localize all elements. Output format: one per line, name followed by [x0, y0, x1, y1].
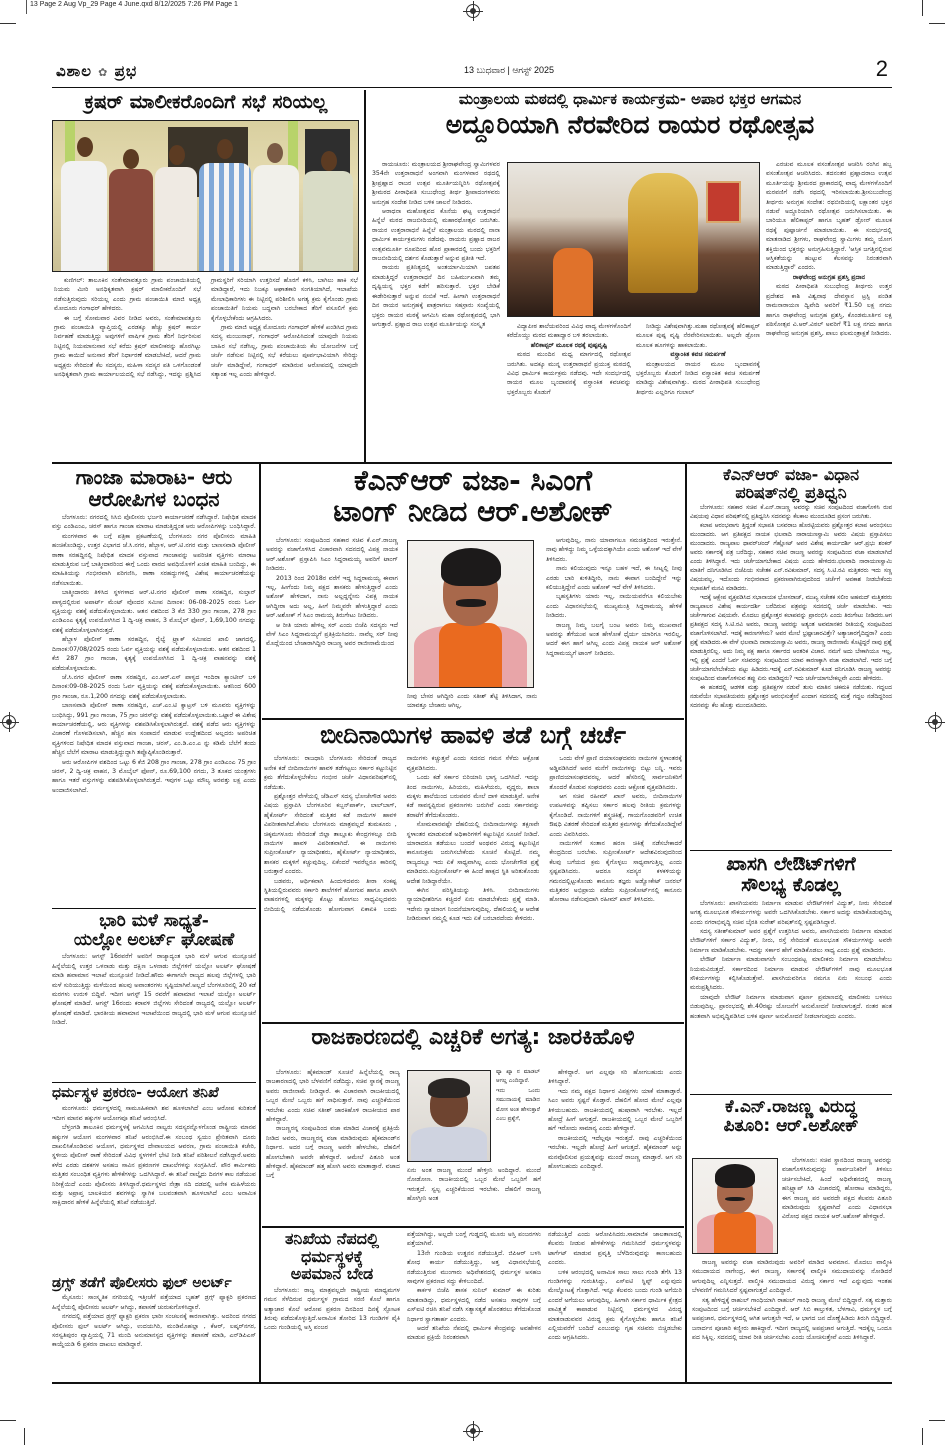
paragraph: ಬೆಳ್ತಂಗಡಿ ತಾಲೂಕಿನ ಧರ್ಮಸ್ಥಳಕ್ಕೆ ಆಗಮಿಸಿದ ನಾಲ್ವರು ಸದಸ್ಯರನ್ನೊಳಗೊಂಡ ರಾಷ್ಟ್ರೀಯ ಮಾನವ ಹಕ್ಕುಗಳ ಆಯೋಗ ಮಂಗಳವಾರ ತನಿಖೆ ಆರಂಭಿಸಿದೆ.ಈ ಸಂಬಂಧ ಸ್ವಯಂ ಪ್ರೇರಿತವಾಗಿ ದೂರು ದಾಖಲಿಸಿಕೊಂಡಿರುವ ಆಯೋಗ, ಧರ್ಮಸ್ಥಳದ ದೇವಾಲಯದ ಆವರಣ, ಗ್ರಾಮ ಪಂಚಾಯಿತಿ ಕಚೇರಿ, ಸ್ಥಳೀಯ ಪೊಲೀಸ್ ಠಾಣೆ ಸೇರಿದಂತೆ ವಿವಿಧ ಸ್ಥಳಗಳಿಗೆ ಭೇಟಿ ನೀಡಿ ತನಿಖೆ ಪರಿಶೀಲನೆ ನಡೆಸಿದ್ದಾರೆ.ಅವರು ಕಳೆದ ಎರಡು ದಶಕಗಳ ಅಸಹಜ ಸಾವಿನ ಪ್ರಕರಣಗಳ ದಾಖಲೆಗಳನ್ನು ಸಂಗ್ರಹಿಸಿದೆ. ಪೌರ ಕಾರ್ಮಿಕರು ಮತ್ತಿತರ ಸಂಬಂಧಿತ ವ್ಯಕ್ತಿಗಳು ಹೇಳಿಕೆಗಳನ್ನು ಒದಗಿಸಿದ್ದಾರೆ. ಈ ತನಿಖೆ ನಾಲ್ಕೈದು ದಿನಗಳ ಕಾಲ ನಡೆಯುವ ನಿರೀಕ್ಷೆಯಿದೆ ಎಂದು ಪೊಲೀಸರು ತಿಳಿಸಿದ್ದಾರೆ.ಧರ್ಮಸ್ಥಳದ ನೇತ್ರಾ ನದಿ ದಡದಲ್ಲಿ ಅನೇಕ ಮಹಿಳೆಯರು ಮತ್ತು ಅಪ್ರಾಪ್ತ ಬಾಲಕಿಯರ ಶವಗಳನ್ನು ಸ್ವಾಗಿಕ ಬಲವಂತವಾಗಿ ಹೂಳಲಾಗಿದೆ ಎಂಬ ಅನಾಮಿಕ ಸಾಕ್ಷಿದಾರನ ಹೇಳಿಕೆ ಹಿನ್ನೆಲೆಯಲ್ಲಿ ತನಿಖೆ ನಡೆಯುತ್ತಿದೆ.	[52, 1124, 256, 1207]
moustache	[456, 599, 486, 606]
photo-satish-jarkiholi	[407, 1070, 491, 1162]
photo-r-ashok-small	[692, 1158, 778, 1254]
paragraph: ಬಾತ್ಮೀದಾರರು ತಿಳಿಸಿದ ಸ್ಥಳಗಳಾದ ಆರ್.ಟಿ.ನಗರ ಪೊಲೀಸ್ ಠಾಣಾ ಸರಹದ್ದಿನ, ಸುಲ್ತಾನ್ ಪಾಳ್ಯದಲ್ಲಿರುವ ಅಪಾರ್ಟ್ ಮೆಂಟ್ ವೊಂದರ ಸಮೀಪ ದಿನಾಂಕ: 06-08-2025 ರಂದು ಓರ್ವ ವ್ಯಕ್ತಿಯನ್ನು ವಶಕ್ಕೆ ಪಡೆದುಕೊಳ್ಳಲಾಯಿತು. ಆತನ ವಶದಿಂದ 3 ಕೆಜಿ 330 ಗ್ರಾಂ ಗಾಂಜಾ, 278 ಗ್ರಾಂ ಎಂಡಿಎಂಎ ಕೃತ್ಯಕ್ಕೆ ಉಪಯೋಗಿಸಿದ 1 ದ್ವಿ-ಚಕ್ರ ವಾಹನ, 3 ಮೊಬೈಲ್ ಫೋನ್, 1,69,100 ನಗದನ್ನು ವಶಕ್ಕೆ ಪಡೆದುಕೊಳ್ಳಲಾಗಿರುತ್ತದೆ.	[52, 589, 256, 634]
paragraph: ಆಗ ಸಚಿವ ರಹೀಮ್ ಖಾನ್ ಅವರು, ಬೀದಿನಾಯಿಗಳ ಉಪಟಳವನ್ನು ತಪ್ಪಿಸಲು ಸರ್ಕಾರ ಹಲವು ರೀತಿಯ ಕ್ರಮಗಳನ್ನು ಕೈಗೊಂಡಿದೆ. ನಾಯಿಗಳಿಗೆ ಶಸ್ತ್ರಚಿಕಿತ್ಸೆ, ಗಾಯಗೊಂಡವರಿಗೆ ಉಚಿತ ಔಷಧಿ ವಿತರಣೆ ಸೇರಿದಂತೆ ಮತ್ತಿತರ ಕ್ರಮಗಳನ್ನು ತೆಗೆದುಕೊಂಡಿದ್ದೇವೆ ಎಂದು ವಿವರಿಸಿದರು.	[549, 793, 682, 838]
paragraph: ಮಂಗಳವಾರ ಈ ಬಗ್ಗೆ ಪತ್ರಿಕಾ ಪ್ರಕಟಣೆಯಲ್ಲಿ ಬೆಂಗಳೂರು ನಗರ ಪೊಲೀಸರು ಮಾಹಿತಿ ಹಂಚಿಕೊಂಡಿದ್ದು, ಉತ್ತರ ವಿಭಾಗದ ಜೆ.ಸಿ.ನಗರ, ಹೆಬ್ಬಾಳ, ಆರ್.ಟಿ.ನಗರ ಮತ್ತು ಬಾಣಸವಾಡಿ ಪೊಲೀಸ್ ಠಾಣಾ ಸರಹದ್ದಿನಲ್ಲಿ ನಿಷೇಧಿತ ಮಾದಕ ವಸ್ತುವಾದ ಗಾಂಜಾವನ್ನು ಅಪರಿಚಿತ ವ್ಯಕ್ತಿಗಳು ಮಾರಾಟ ಮಾಡುತ್ತಿರುವ ಬಗ್ಗೆ ಬಾತ್ಮೀದಾರರಿಂದ ಈಗ್ಗೆ ಒಂದು ವಾರದ ಅವಧಿಯೊಳಗೆ ಖಚಿತ ಮಾಹಿತಿ ಬಂದಿದ್ದು, ಈ ಮಾಹಿತಿಯನ್ನು ಗಂಭೀರವಾಗಿ ಪರಿಗಣಿಸಿ, ಠಾಣಾ ಸರಹದ್ದುಗಳಲ್ಲಿ ವಿಶೇಷ ಕಾರ್ಯಾಚರಣೆಯನ್ನು ನಡೆಸಲಾಯಿತು.	[52, 532, 256, 587]
jarkiholi-col3	[548, 1068, 682, 1214]
registration-mark-icon	[928, 715, 942, 729]
column-divider	[259, 464, 261, 1382]
person-head	[77, 137, 93, 157]
paragraph: ಜೆ.ಸಿ.ನಗರ ಪೊಲೀಸ್ ಠಾಣಾ ಸರಹದ್ದಿನ, ಎಂ.ಆರ್.ಎಸ್ ಪಾಳ್ಯದ ಇಂದಿರಾ ಕ್ಯಾಂಟೀನ್ ಬಳಿ ದಿನಾಂಕ:09-08-2025 ರಂದು ಓರ್ವ ವ್ಯಕ್ತಿಯನ್ನು ವಶಕ್ಕೆ ಪಡೆದುಕೊಳ್ಳಲಾಯಿತು. ಆತನಿಂದ 600 ಗ್ರಾಂ ಗಾಂಜಾ, ರೂ.1,200 ನಗದನ್ನು ವಶಕ್ಕೆ ಪಡೆದುಕೊಳ್ಳಲಾಯಿತು.	[52, 673, 256, 700]
subheading: ರಾಘವೇಂದ್ರ ಅನುಗ್ರಹ ಪ್ರಶಸ್ತಿ ಪ್ರದಾನ	[792, 273, 866, 281]
paragraph: ನಾಯಿಗಳಿಗೆ ಸಂತಾನ ಹರಣ ಚಿಕಿತ್ಸೆ ನಡೆಸಬೇಕಾದರೆ ಕೇಂದ್ರದಿಂದ ಬರಬೇಕು. ಸುಪ್ರೀಂಕೋರ್ಟ್ ಆದೇಶವಿರುವುದರಿಂದ ಕೆಲವು ಬಗೆಯದ ಕ್ರಮ ಕೈಗೊಳ್ಳಲು ಸಾಧ್ಯವಾಗುತ್ತಿಲ್ಲ ಎಂದು ಸ್ಪಷ್ಟಪಡಿಸಿದರು. ಆದರೂ ಸದಸ್ಯರ ಕಳಕಳಿಯನ್ನು ಗಮನದಲ್ಲಿಟ್ಟುಕೊಂಡು ಕಾನೂನು ತಜ್ಞರು ಅಡ್ವೋಕೇಟ್ ಜನರಲ್ ಮತ್ತಿತರರ ಅಭಿಪ್ರಾಯ ಪಡೆದು ಸುಪ್ರೀಂಕೋರ್ಟ್‌ನಲ್ಲಿ ಕಾನೂನು ಹೋರಾಟ ನಡೆಸುವುದಾಗಿ ರಹೀಮ್ ಖಾನ್ ತಿಳಿಸಿದರು.	[549, 840, 682, 904]
article-jarkiholi-heading	[262, 1026, 684, 1062]
photo-caption: ನೀವು ಬೇಸರ ಆಗಿದ್ದೀರಿ ಎಂದು ಸತೀಶ್ ಶೆಟ್ಟಿ ತಿಳಿಸಿದಾಗ, ನಾನು ಯಾವತ್ತೂ ಬೇಜಾರು ಆಗಿಲ್ಲ,	[407, 693, 537, 709]
headline: ಅದ್ದೂರಿಯಾಗಿ ನೆರವೇರಿದ ರಾಯರ ರಥೋತ್ಸವ	[445, 110, 815, 139]
paragraph: ವ್ಯಾ ಖ್ಯಾ ನ ಮಾಡಲ್ ಆಗಲ್ಲ ಎಂದಿದ್ದಾರೆ.	[496, 1069, 540, 1085]
article-knr-cm-heading	[264, 466, 682, 530]
paragraph: ಯಾವುದೇ ಲೇಔಟ್ ನಿರ್ಮಾಣ ಮಾಡುವಾಗ ಪೂರ್ಣ ಪ್ರಮಾಣದಲ್ಲಿ ಮಾಲೀಕರು ಬಳಸಲು ಬಿಡುವುದಿಲ್ಲ. ಪ್ರಾರಂಭದಲ್ಲಿ ಶೇ.40ರಷ್ಟು ಯೋಜನೆಗೆ ಅನುಮೋದನೆ ನೀಡಲಾಗುತ್ತದೆ. ನಂತರ ಹಂತ ಹಂತವಾಗಿ ಅಭಿವೃದ್ಧಿಪಡಿಸಿದ ಬಳಿಕ ಪೂರ್ಣ ಅನುಮೋದನೆ ನೀಡಲಾಗುವುದು ಎಂದರು.	[690, 993, 892, 1020]
paragraph: ಈ ಹಂತದಲ್ಲಿ ಆಡಳಿತ ಮತ್ತು ಪ್ರತಿಪಕ್ಷಗಳ ನಡುವೆ ತುಸು ಮಾತಿನ ಚಕಮಕಿ ನಡೆಯಿತು. ಗದ್ದಲದ ನಡುವೆಯೇ ಸಭಾಪತಿಯವರು ಪ್ರಶ್ನೋತ್ತರ ಆರಂಭಿಸುತ್ತೇನೆ ಎಂದಾಗ ಸದನದಲ್ಲಿ ಮತ್ತೆ ಗದ್ದಲ ನಡೆದಿದ್ದರಿಂದ ಸದನವನ್ನು ಕೆಲ ಹೊತ್ತು ಮುಂದೂಡಿದರು.	[690, 685, 892, 710]
banner	[706, 181, 741, 223]
conspiracy-body	[692, 1258, 892, 1380]
crop-mark	[24, 1428, 25, 1445]
jarkiholi-col2-bottom	[407, 1166, 541, 1214]
paragraph: ಬಾಣಸವಾಡಿ ಪೊಲೀಸ್ ಠಾಣಾ ಸರಹದ್ದಿನ, ಎಚ್.ಎಂ.ಟಿ ಕ್ವಾಟ್ರಸ್ ಬಳಿ ಮೂವರು ವ್ಯಕ್ತಿಗಳನ್ನು ಬಂಧಿಸಿದ್ದು, 991 ಗ್ರಾಂ ಗಾಂಜಾ, 75 ಗ್ರಾಂ ಚರಸ್‌ನ್ನು ವಶಕ್ಕೆ ಪಡೆದುಕೊಳ್ಳಲಾಯಿತು.ಒಟ್ಟಾರೆ ಈ ವಿಶೇಷ ಕಾರ್ಯಾಚರಣೆಯಲ್ಲಿ, ಆರು ವ್ಯಕ್ತಿಗಳನ್ನು ವಶಪಡಿಸಿಕೊಳ್ಳಲಾಗಿರುತ್ತದೆ. ವಶಕ್ಕೆ ಪಡೆದ ಆರು ವ್ಯಕ್ತಿಗಳನ್ನು ವಿಚಾರಣೆ ಗೊಳಪಡಿಸಲಾಗಿ, ಹೆಚ್ಚಿನ ಹಣ ಸಂಪಾದನೆ ಮಾಡುವ ಉದ್ದೇಶದಿಂದ ಅಲ್ಲದರು ಅಪರಿಚಿತ ವ್ಯಕ್ತಿಗಳಿಂದ ನಿಷೇಧಿತ ಮಾದಕ ವಸ್ತುವಾದ ಗಾಂಜಾ, ಚರಸ್, ಎಂ.ಡಿ.ಎಂ.ಎ ನ್ನು ಕಡಿಮೆ ಬೆಲೆಗೆ ತಂದು ಹೆಚ್ಚಿನ ಬೆಲೆಗೆ ಮಾರಾಟ ಮಾಡುತ್ತಿದ್ದುದ್ದಾಗಿ ತಪ್ಪೊಪ್ಪಿಕೊಂಡಿರುತ್ತಾರೆ.	[52, 702, 256, 757]
orange-scarf	[439, 623, 502, 687]
crop-mark	[0, 23, 16, 24]
headline-line1: ಕೆಎನ್‌ಆರ್ ವಜಾ- ಸಿಎಂಗೆ	[353, 466, 592, 497]
paragraph: ಮೈಸೂರು: ಸಾಂಸ್ಕೃತಿಕ ನಗರಿಯಲ್ಲಿ ಇತ್ತೀಚೆಗೆ ಪತ್ತೆಯಾದ ಬೃಹತ್ ಡ್ರಗ್ಸ್ ಫ್ಯಾಕ್ಟರಿ ಪ್ರಕರಣದ ಹಿನ್ನೆಲೆಯಲ್ಲಿ ಪೊಲೀಸರು ಅಲರ್ಟ್ ಆಗಿದ್ದು, ತಪಾಸಣೆ ಚುರುಕುಗೊಳಿಸಿದ್ದಾರೆ.	[52, 1294, 256, 1311]
headline-line1: ಗಾಂಜಾ ಮಾರಾಟ- ಆರು	[75, 466, 233, 489]
crop-mark	[929, 23, 945, 24]
article-conspiracy-heading	[690, 1098, 892, 1148]
knr-cm-col1	[266, 536, 398, 714]
paragraph: ರಾಯರು ಪ್ರತಿನಿತ್ಯದಲ್ಲಿ ಅಂತರ್ಯಾಮಿಯಾಗಿ ಜಪತಪ ಮಾಡುತ್ತಿದ್ದರೆ ಉತ್ತರಾರಾಧನೆ ದಿನ ಬಹಿರ್ಮುಖವಾಗಿ ತಮ್ಮ ದೃಷ್ಟಿಯನ್ನ ಭಕ್ತರ ಕಡೆಗೆ ಹರಿಸುತ್ತಾರೆ. ಭಕ್ತರ ಬೇಡಿಕೆ ಈಡೇರಿಸುತ್ತಾರೆ ಅನ್ನುವ ನಂಬಿಕೆ ಇದೆ. ಹೀಗಾಗಿ ಉತ್ತರಾರಾಧನೆ ದಿನ ರಾಯರ ಅನುಗ್ರಹಕ್ಕೆ ಪಾತ್ರರಾಗಲು ಸಹಸ್ರಾರು ಸಂಖ್ಯೆಯಲ್ಲಿ ಭಕ್ತರು ರಾಯರ ಮಠಕ್ಕೆ ಆಗಮಿಸಿ ಮಹಾ ರಥೋತ್ಸವದಲ್ಲಿ ಭಾಗಿ ಆಗುತ್ತಾರೆ. ಪ್ರಹ್ಲಾದ ರಾಜ ಉತ್ಸವ ಮೂರ್ತಿಯನ್ನು ಸಂಸ್ಕೃತ	[372, 264, 500, 328]
article-crusher-body	[54, 276, 358, 460]
photo-group-men	[52, 120, 359, 272]
paragraph: ರಾಜಣ್ಣ ಅವರನ್ನು ವಜಾ ಮಾಡಿರುವುದು ಅವರಿಗೆ ಮಾಡಿದ ಅವಮಾನ. ಮೊದಲು ವಾಲ್ಮೀಕಿ ಸಮುದಾಯದ ನಾಗೇಂದ್ರ, ಈಗ ರಾಜಣ್ಣ, ಸರ್ಕಾರಕ್ಕೆ ವಾಲ್ಮೀಕಿ ಸಮುದಾಯವನ್ನು ನೋಡಿದರೆ ಆಗುವುದಿಲ್ಲ ಎನ್ನಿಸುತ್ತದೆ. ವಾಲ್ಮೀಕಿ ಸಮುದಾಯದ ವಿರುದ್ಧ ಸರ್ಕಾರ ಇದೆ ಎನ್ನುವುದು ಇಂತಹ ಬೆಳವಣಿಗೆ ಗಮನಿಸಿದರೆ ಸ್ಪಷ್ಟವಾಗುತ್ತದೆ ಎಂದಿದ್ದಾರೆ.	[692, 1259, 892, 1295]
person-head	[169, 145, 185, 165]
article-layouts	[690, 854, 892, 1090]
paragraph: ಇದಕ್ಕೆ ಆಕ್ಷೇಪ ವ್ಯಕ್ತಪಡಿಸಿದ ಸಭಾನಾಯಕ ಭೋಸರಾಜ್, ಮುಖ್ಯ ಸಚೇತಕ ಸಲೀಂ ಅಹಮದ್ ಮತ್ತಿತರರು ರಾಜ್ಯಪಾಲರ ವಿಶೇಷ ಕಾರ್ಯದರ್ಶಿ ಬರೆದಿರುವ ಪತ್ರವನ್ನು ಸದನದಲ್ಲಿ ಚರ್ಚೆ ಮಾಡಬೇಕು. ಇದು ಚರ್ಚೆಗಾಗುವ ವಿಷಯವೇ. ಮೊದಲು ಪ್ರಶ್ನೋತ್ತರ ಕಲಾಪವನ್ನು ಪ್ರಾರಂಭಿಸಿ ಎಂದು ತಿರುಗೇಟು ನೀಡಿದರು.ಆಗ ಪ್ರತಿಪಕ್ಷದ ಸದಸ್ಯ ಸಿ.ಟಿ.ರವಿ ಅವರು, ರಾಜಣ್ಣ ಅವರನ್ನು ಅತ್ಯಂತ ಅವಮಾನಕರ ರೀತಿಯಲ್ಲಿ ಸಂಪುಟದಿಂದ ವಜಾಗೊಳಿಸಲಾಗಿದೆ. ಇದಕ್ಕೆ ಕಾರಣಗಳೇನು? ಅವರ ಮೇಲೆ ಭ್ರಷ್ಟಾಚಾರವಿತ್ತೇ? ಅತ್ಯಾಚಾರಗೈದಿದ್ದರಾ? ಎಂದು ಪ್ರಶ್ನೆ ಮಾಡಿದರು.ಈ ವೇಳೆ ಛಲವಾದಿ ನಾರಾಯಣಸ್ವಾಮಿ ಅವರು, ರಾಜಣ್ಣ ರಾಜೀನಾಮೆ ಕೊಟ್ಟಿದ್ದರೆ ನಾವು ಪ್ರಶ್ನೆ ಮಾಡುತ್ತಿರಲಿಲ್ಲ. ಅದು ನಿಮ್ಮ ಪಕ್ಷ ಹಾಗೂ ಸರ್ಕಾರದ ಆಂತರಿಕ ವಿಚಾರ. ನಮಗೆ ಅದು ಬೇಕಾಗಿಯೂ ಇಲ್ಲ, ಇಲ್ಲಿ ಪ್ರಶ್ನೆ ಎಂದರೆ ಓರ್ವ ಸಚಿವರನ್ನು ಸಂಪುಟದಿಂದ ಯಾವ ಕಾರಣಕ್ಕಾಗಿ ವಜಾ ಮಾಡಲಾಗಿದೆ. ಇದರ ಬಗ್ಗೆ ಚರ್ಚೆಯಾಗಲೇಬೇಕೆಂದು ಪಟ್ಟು ಹಿಡಿದರು.ಇದಕ್ಕೆ ಎನ್.ರವಿಕುಮಾರ್ ಕೂಡ ದನಿಗೂಡಿಸಿ ರಾಜಣ್ಣ ಅವರನ್ನು ಸಂಪುಟದಿಂದ ವಜಾಗೊಳಿಸುವ ತಪ್ಪು ಏನು ಮಾಡಿದ್ದರು? ಇದು ಚರ್ಚೆಯಾಗಬೇಕಲ್ಲವೇ ಎಂದು ಹೇಳಿದರು.	[690, 595, 892, 683]
newspaper-title	[56, 62, 137, 80]
paragraph: ಇದು ಒಂದು ಸಮುದಾಯಕ್ಕೆ ಮಾಡಿದ ಮೋಸ ಅಂತ ಹೇಳುತ್ತಾರೆ ಎಂಬ ಪ್ರಶ್ನೆಗೆ,	[496, 1087, 540, 1123]
person-figure	[253, 165, 299, 271]
paragraph: ರಾಜಕೀಯದಲ್ಲಿ ಇದೆಲ್ಲವೂ ಇರುತ್ತದೆ. ನಾವು ಎಚ್ಚರಿಕೆಯಿಂದ ಇರಬೇಕು. ಇಲ್ಲದೇ ಹೋದ್ರೆ ಹೀಗೆ ಆಗುತ್ತದೆ. ಹೈಕಮಾಂಡ್ ಅನ್ನು ಮನವೊಲಿಸುವ ಪ್ರಯತ್ನವನ್ನು ಮುಂದೆ ರಾಜಣ್ಣ ಮಾಡ್ತಾರೆ. ಆಗ ಸರಿ ಹೋಗಬಹುದು ಎಂದಿದ್ದಾರೆ.	[548, 1134, 682, 1171]
article-ganja	[52, 466, 256, 884]
column-divider	[364, 90, 366, 462]
rathotsava-col4	[766, 160, 892, 460]
paragraph: ರಾಜಣ್ಣ ನಿಮ್ಮ ಬಲಗೈ ಬಂಟ ಅವರು ನಿಮ್ಮ ಮುಖವಾಣಿ ಅವರನ್ನು ತೆಗೆಯುವ ಅಂತ ಹೇಳೋಕೆ ಧೈರ್ಯ ಯಾರಿಗೂ ಇರಲಿಲ್ಲ, ಆದರೆ ಈಗ ಹಾಗೆ ಆಗಿಲ್ಲ ಎಂದು ವಿಪಕ್ಷ ನಾಯಕ ಆರ್ ಅಶೋಕ್ ಸಿದ್ದರಾಮಯ್ಯಗೆ ಟಾಂಗ್ ನೀಡಿದರು.	[546, 621, 682, 657]
headline-line2: ಧರ್ಮಸ್ಥಳಕ್ಕೆ	[300, 1246, 363, 1266]
paragraph: ಬೆಂಗಳೂರು: ಹೈಕಮಾಂಡ್ ಸೂಚನೆ ಹಿನ್ನೆಲೆಯಲ್ಲಿ ರಾಜ್ಯ ರಾಜಕಾರಣದಲ್ಲಿ ಭಾರಿ ಬೆಳವಣಿಗೆ ನಡೆದಿದ್ದು, ಸಚಿವ ಸ್ಥಾನಕ್ಕೆ ರಾಜಣ್ಣ ಅವರು ರಾಜೀನಾಮೆ ನೀಡಿದ್ದಾರೆ. ಈ ವಿಚಾರವಾಗಿ ರಾಜಕೀಯದಲ್ಲಿ ಒಬ್ಬರ ಮೇಲೆ ಒಬ್ಬರು ಹಗೆ ಸಾಧಿಸುತ್ತಾರೆ. ನಾವು ಎಚ್ಚರಿಕೆಯಿಂದ ಇರಬೇಕು ಎಂದು ಸಚಿವ ಸತೀಶ್ ಜಾರಕಿಹೊಳಿ ರಾಜಕೀಯದ ಪಾಠ ಹೇಳಿದ್ದಾರೆ.	[266, 1069, 400, 1124]
paragraph: ಬೆಂಗಳೂರು: ಖಾಸಗಿಯವರು ನಿರ್ಮಾಣ ಮಾಡುವ ಲೇಔಟ್‌ಗಳಿಗೆ ವಿದ್ಯುತ್, ನೀರು ಸೇರಿದಂತೆ ಅಗತ್ಯ ಮೂಲಭೂತ ಸೌಕರ್ಯಗಳನ್ನು ಅವರೇ ಒದಗಿಸಿಕೊಡಬೇಕು. ಸರ್ಕಾರ ಅದನ್ನು ಮಾಡಿಕೊಡುವುದಿಲ್ಲ ಎಂದು ನಗರಾಭಿವೃದ್ಧಿ ಸಚಿವ ಬೈರತಿ ಸುರೇಶ್ ಪರಿಷತ್‌ನಲ್ಲಿ ಸ್ಪಷ್ಟಪಡಿಸಿದ್ದಾರೆ.	[690, 899, 892, 926]
article-body	[264, 1286, 400, 1333]
person-head	[321, 151, 337, 171]
person-head	[267, 143, 283, 163]
headline: ಡ್ರಗ್ಸ್ ತಡೆಗೆ ಪೊಲೀಸರು ಫುಲ್ ಅಲರ್ಟ್	[52, 1276, 232, 1291]
paragraph: ಕಾರ್ಕಳ ಬಿಜೆಪಿ ಶಾಸಕ ಸುನಿಲ್ ಕುಮಾರ್ ಈ ಕುರಿತು ಮಾತನಾಡಿದ್ದು, ಧರ್ಮಸ್ಥಳದಲ್ಲಿ ನಡೆದ ಅಸಹಜ ಸಾವುಗಳ ಬಗ್ಗೆ ಎಸ್‌ಐಟಿ ರಚಿಸಿ ತನಿಖೆ ನಡೆಸಿ ಸತ್ಯಾಸತ್ಯತೆ ಹೊರತರಲು ತೆಗೆದುಕೊಂಡ ನಿರ್ಧಾರ ಸ್ವಾಗತಾರ್ಹ ಎಂದರು.	[407, 1287, 541, 1323]
article-body	[690, 504, 892, 711]
conspiracy-side	[782, 1156, 892, 1256]
paragraph: ಹೆಬ್ಬಾಳ ಪೊಲೀಸ್ ಠಾಣಾ ಸರಹದ್ದಿನ, ರೈಲ್ವೆ ಟ್ರ್ಯಾಕ್ ಸಮೀಪದ ಖಾಲಿ ಜಾಗದಲ್ಲಿ, ದಿನಾಂಕ:07/08/2025 ರಂದು ಓರ್ವ ವ್ಯಕ್ತಿಯನ್ನು ವಶಕ್ಕೆ ಪಡೆದುಕೊಳ್ಳಲಾಯಿತು. ಆತನ ವಶದಿಂದ 1 ಕೆಜಿ 287 ಗ್ರಾಂ ಗಾಂಜಾ, ಕೃತ್ಯಕ್ಕೆ ಉಪಯೋಗಿಸಿದ 1 ದ್ವಿ-ಚಕ್ರ ವಾಹನವನ್ನು ವಶಕ್ಕೆ ಪಡೆದುಕೊಳ್ಳಲಾಯಿತು.	[52, 636, 256, 672]
paragraph: ನೀಡಿದ್ದು ವಿಶೇಷವಾಗಿತ್ತು.ಮಹಾ ರಥೋತ್ಸವಕ್ಕೆ ಹೆಲಿಕಾಪ್ಟರ್ ಮೂಲಕ ಪುಷ್ಪ ವೃಷ್ಟಿ ನೆರವೇರಿಸಲಾಯಿತು. ಅಲ್ಲದೇ ಡ್ರೋಣ ಮೂಲಕ ಹೂಗಳನ್ನು ಹಾಕಲಾಯಿತು.	[636, 323, 760, 349]
paragraph: ಸತ್ಯ ಹೇಳಿದ್ದಕ್ಕೆ ರಾಹುಲ್ ಗಾಂಧಿಯಾಗಿ ರಾಹುಲ್ ಗಾಂಧಿ ರಾಜಣ್ಣ ಮೇಲೆ ಬಿದ್ದಿದ್ದಾರೆ. ಸತ್ಯ ಮತ್ತಾರು ಸಂಪುಟದಿಂದ ಬಗ್ಗೆ ಚರ್ಚಿಸಬೇಕಿದೆ ಎಂದಿದ್ದಾರೆ. ಆರ್ ಸಿಬಿ ಕಾಲ್ತುಳಿತ, ಬೆಳಗಾವಿ, ಧರ್ಮಸ್ಥಳ ಬಗ್ಗೆ ಅಪಪ್ರಚಾರ, ಧರ್ಮಸ್ಥಳದಲ್ಲಿ ಆಗಿತ ಆಗುತ್ತಲೇ ಇದೆ, ಆ ಭಾಗದ ಜನ ದೊಣ್ಣೆಹಿಡಿದು ತಿರುಗಿ ಬಿದ್ದಿದ್ದಾರೆ. ಜನಾರ್ದನ ಪೂಜಾರಿ ಕಣ್ಣೀರು ಹಾಕಿದ್ದಾರೆ. ಇದೀಗ ರಾಜ್ಯದಲ್ಲಿ ಅಪಪ್ರಚಾರ ಆಗುತ್ತಿದೆ. ಇದಕ್ಕೆಲ್ಲ ಒಂದೂ ಪದ ಸಿಕ್ಕಿಲ್ಲ. ಸದನದಲ್ಲಿ ಯಾವ ರೀತಿ ಚರ್ಚಿಸಬೇಕು ಎಂದು ಯೋಚಿಸುತ್ತೇವೆ ಎಂದು ತಿಳಿಸಿದ್ದಾರೆ.	[692, 1296, 892, 1342]
headline-line2: ಆರೋಪಿಗಳ ಬಂಧನ	[88, 487, 220, 511]
paragraph: ಇದು ನಮ್ಮ ಪಕ್ಷದ ನಿರ್ಧಾರ ವಿಪಕ್ಷಗಳು ಯಾಕೆ ಮಾತಾಡ್ತಾರೆ. ಸಿಎಂ ಅವರು ಸ್ಪಷ್ಟನೆ ಕೊಡ್ತಾರೆ. ದೆಹಲಿಗೆ ಹೋದ ಮೇಲೆ ಎಲ್ಲವೂ ತಿಳಿಯಬಹುದು. ರಾಜಕೀಯದಲ್ಲಿ ಹುಷಾರಾಗಿ ಇರಬೇಕು. ಇಲ್ಲದೆ ಹೋದ್ರೆ ಹೀಗೆ ಆಗುತ್ತದೆ. ರಾಜಕೀಯದಲ್ಲಿ ಒಬ್ಬರ ಮೇಲೆ ಒಬ್ಬರಿಗೆ ಹಗೆ ಇರೋದು ಸಾಮಾನ್ಯ ಎಂದು ಹೇಳಿದ್ದಾರೆ.	[548, 1087, 682, 1133]
registration-mark-icon	[2, 715, 16, 729]
knr-cm-col3	[546, 536, 682, 714]
jarkiholi-col2-top	[496, 1068, 540, 1164]
paragraph: ಗ್ರಾಮ ಮಾಜಿ ಅಧ್ಯಕ್ಷ ಮೋದೂರು ಗಂಗಾಧರ್ ಹೇಳಿಕೆ ಖಂಡಿಸಿದ ಗ್ರಾಮ ಸದಸ್ಯ ಮಂಜುನಾಥ್, ಗಂಗಾಧರ್ ಆರೋಪಿಸಿದಂತೆ ಯಾವುದೇ ನಿಯಮ ಬಾಹಿರ ಸಭೆ ನಡೆಸಿಲ್ಲ, ಗ್ರಾಮ ಪಂಚಾಯಿತಿಯ ಕೆಲ ಯೋಜನೆಗಳ ಬಗ್ಗೆ ಚರ್ಚೆ ನಡೆಸುವ ನಿಟ್ಟಿನಲ್ಲಿ ಸಭೆ ಕರೆಯಲು ಪೂರ್ವಭಾವಿಯಾಗಿ ಸೇರಿದ್ದು ಚರ್ಚೆ ಮಾಡಿದ್ದೇವೆ, ಗಂಗಾಧರ್ ಮಾಡಿರುವ ಆರೋಪದಲ್ಲಿ ಯಾವುದೇ ಸತ್ಯಾಂಶ ಇಲ್ಲ ಎಂದು ಹೇಳಿದ್ದಾರೆ.	[211, 324, 358, 379]
priest-figure	[553, 248, 593, 317]
shirt	[411, 1127, 486, 1162]
paragraph: ಕುಣಿಗಲ್: ತಾಲೂಕಿನ ಸಂತೇಮಾವತ್ತೂರು ಗ್ರಾಮ ಪಂಚಾಯಿತಿಯಲ್ಲಿ ನಿಯಮ ಮೀರಿ ಅನಧಿಕೃತವಾಗಿ ಕ್ರಷರ್ ಮಾಲೀಕರೊಂದಿಗೆ ಸಭೆ ನಡೆಸುತ್ತಿರುವುದು ಸರಿಯಲ್ಲ ಎಂದು ಗ್ರಾಮ ಪಂಚಾಯಿತಿ ಮಾಜಿ ಅಧ್ಯಕ್ಷ ಮೋದೂರು ಗಂಗಾಧರ್ ಹೇಳಿದರು.	[54, 277, 201, 313]
headline-line1: ಭಾರಿ ಮಳೆ ಸಾಧ್ಯತೆ-	[99, 912, 209, 931]
article-dharmasthala-insult	[264, 1230, 400, 1380]
article-body	[52, 952, 256, 1027]
section-divider	[262, 1226, 684, 1228]
headline-line2: ಪಿತೂರಿ: ಆರ್.ಅಶೋಕ್	[723, 1115, 859, 1136]
paragraph: ಏನು ಅಂತ ರಾಜಣ್ಣ ಮುಂದೆ ಹೇಳ್ತೀನಿ ಅಂದಿದ್ದಾರೆ. ಮುಂದೆ ನೋಡೋಣ. ರಾಜಕೀಯದಲ್ಲಿ ಒಬ್ಬರ ಮೇಲೆ ಒಬ್ಬರಿಗೆ ಹಗೆ ಇರುತ್ತದೆ. ಸ್ವಲ್ಪ ಎಚ್ಚರಿಕೆಯಿಂದ ಇರಬೇಕು. ದೆಹಲಿಗೆ ರಾಜಣ್ಣ ಹೋಗ್ತೀನಿ ಅಂತ	[407, 1167, 541, 1203]
article-body	[52, 1104, 256, 1207]
person-head	[123, 149, 139, 169]
bottom-rule	[52, 1382, 892, 1384]
photo-chariot-procession	[507, 162, 760, 317]
headline: ಕ್ರಷರ್ ಮಾಲೀಕರೊಂದಿಗೆ ಸಭೆ ಸರಿಯಲ್ಲ	[84, 91, 328, 113]
section-divider	[52, 908, 256, 909]
paragraph: ಪ್ರಶ್ನೋತ್ತರ ವೇಳೆಯಲ್ಲಿ ಜೆಡಿಎಸ್ ಸದಸ್ಯ ಭೋಜೇಗೌಡ ಅವರು ವಿಷಯ ಪ್ರಸ್ತಾಪಿಸಿ ಬೆಂಗಳೂರಿನ ಕಬ್ಬನ್‌ಪಾರ್ಕ್, ಲಾಲ್‌ಬಾಗ್, ಹೈಕೋರ್ಟ್ ಸೇರಿದಂತೆ ಮತ್ತಿತರ ಕಡೆ ನಾಯಿಗಳ ಹಾವಳಿ ವಿಪರೀತವಾಗಿದೆ.ಕೇವಲ ಬೆಂಗಳೂರು ಮಾತ್ರವಲ್ಲದೆ ತುಮಕೂರು , ಚಿಕ್ಕಮಗಳೂರು ಸೇರಿದಂತೆ ಜಿಲ್ಲಾ ತಾಲ್ಲೂಕು ಕೇಂದ್ರಗಳಲ್ಲೂ ಬೀದಿ ನಾಯಿಗಳ ಹಾವಳಿ ವಿಪರೀತವಾಗಿದೆ. ಈ ನಾಯಿಗಳು ಸುಪ್ರೀಂಕೋರ್ಟ್ ನ್ಯಾಯಾಧೀಶರು, ಹೈಕೋರ್ಟ್ ನ್ಯಾಯಾಧೀಶರು, ಶಾಸಕರ ಮಕ್ಕಳಿಗೆ ಕಚ್ಚುವುದಿಲ್ಲ. ಏಕೆಂದರೆ ಇವರೆಲ್ಲರೂ ಕಾರಿನಲ್ಲಿ ಬರುತ್ತಾರೆ ಎಂದರು.	[264, 793, 397, 876]
paragraph: ಲೇಔಟ್ ನಿರ್ಮಾಣ ಮಾಡುವಾಗಲೇ ಸಂಬಂಧಪಟ್ಟ ಮಾಲೀಕರು ನಿರ್ಮಾಣ ಮಾಡಬೇಕೆಂಬ ನಿಯಮವಿರುತ್ತದೆ. ಸರ್ಕಾರದಿಂದ ನಿರ್ಮಾಣ ಮಾಡುವ ಲೇಔಟ್‌ಗಳಿಗೆ ನಾವು ಮೂಲಭೂತ ಸೌಕರ್ಯಗಳನ್ನು ಕಲ್ಪಿಸಿಕೊಡುತ್ತೇವೆ. ಖಾಸಗಿಯವರಿಗೂ ನಮಗೂ ಏನು ಸಂಬಂಧ ಎಂದು ಮರುಪ್ರಶ್ನಿಸಿದರು.	[690, 956, 892, 992]
headline-line1: ತನಿಖೆಯ ನೆಪದಲ್ಲಿ	[284, 1230, 380, 1248]
dharmasthala-insult-col2	[407, 1230, 541, 1380]
paragraph: 13ನೇ ಗುಂಡಿಯ ಉತ್ಖನನ ನಡೆಯುತ್ತಿದೆ. ಜಿಪಿಆರ್ ಬಳಸಿ ಶೋಧ ಕಾರ್ಯ ನಡೆಯುತ್ತಿದ್ದು, ಅತ್ತ ವಿಧಾನಸಭೆಯಲ್ಲಿ ನಡೆಯುತ್ತಿರುವ ಮುಂಗಾರು ಅಧಿವೇಶನದಲ್ಲಿ ಧರ್ಮಸ್ಥಳ ಅಸಹಜ ಸಾವುಗಳ ಪ್ರಕರಣದ ಸದ್ದು ಕೇಳಿಬಂದಿದೆ.	[407, 1249, 541, 1286]
paragraph: ಬೆಂಗಳೂರು: ಸಹಕಾರ ಸಚಿವ ಕೆ.ಎನ್.ರಾಜಣ್ಣ ಅವರನ್ನು ಸಚಿವ ಸಂಪುಟದಿಂದ ವಜಾಗೊಳಿಸಿ ರುವ ವಿಷಯವು ವಿಧಾನ ಪರಿಷತ್‌ನಲ್ಲಿ ಪ್ರತಿಧ್ವನಿಸಿ ಸದನವನ್ನು ಕೆಲಕಾಲ ಮುಂದೂಡಿದ ಪ್ರಸಂಗ ಜರುಗಿತು.	[690, 505, 892, 521]
paragraph: ನಗರದಲ್ಲಿ ಪತ್ತೆಯಾದ ಡ್ರಗ್ಸ್ ಫ್ಯಾಕ್ಟರಿ ಪ್ರಕರಣ ಭಾರೀ ಸಂಚಲನಕ್ಕೆ ಕಾರಣವಾಗಿತ್ತು. ಅದರಿಂದ ನಗರದ ಪೊಲೀಸರು ಫುಲ್ ಅಲರ್ಟ್ ಆಗಿದ್ದು, ಉದಯಗಿರಿ, ಮಂಡಿಮೊಹಲ್ಲಾ , ಕೆಆರ್, ಲಷ್ಕರ್‌ನಗರ, ಸರಸ್ವತಿಪುರಂ ವ್ಯಾಪ್ತಿಯಲ್ಲಿ 71 ಮಂದಿ ಅನುಮಾನಸ್ಪದ ವ್ಯಕ್ತಿಗಳನ್ನು ತಪಾಸಣೆ ಮಾಡಿ, ಎನ್‌ಡಿಪಿಎಸ್ ಕಾಯ್ದೆಯಡಿ 6 ಪ್ರಕರಣ ದಾಖಲು ಮಾಡಿದ್ದಾರೆ.	[52, 1313, 256, 1349]
person-head	[217, 139, 233, 159]
headline-line1: ಕೆಎನ್‌ಆರ್ ವಜಾ- ವಿಧಾನ	[722, 466, 860, 484]
title-right: ಪ್ರಭ	[114, 62, 138, 80]
article-body	[262, 754, 684, 1002]
paragraph: ಆದರೆ ತನಿಖೆಯ ನೆಪದಲ್ಲಿ ಧಾರ್ಮಿಕ ಕೇಂದ್ರವನ್ನು ಅವಹೇಳನ ಮಾಡುವ ಪ್ರಕ್ರಿಯೆ ನಿರಂತರವಾಗಿ	[407, 1325, 541, 1342]
hair	[428, 1078, 471, 1098]
paragraph: ಬೆಂಗಳೂರು: ರಾಜ್ಯ ಮಾತ್ರವಲ್ಲದೇ ರಾಷ್ಟ್ರೀಯ ಮಾಧ್ಯಮಗಳ ಗಮನ ಸೆಳೆದಿರುವ ಧರ್ಮಸ್ಥಳ ಗ್ರಾಮದ ಸರಣಿ ಕೊಲೆ ಹಾಗೂ ಅತ್ಯಾಚಾರ ಕೊಲೆ ಆರೋಪ ಪ್ರಕರಣ ದಿನದಿಂದ ದಿನಕ್ಕೆ ಸ್ಫೋಟಕ ತಿರುವು ಪಡೆದುಕೊಳ್ಳುತ್ತಿದೆ.ಅನಾಮಿಕ ತೋರಿದ 13 ಗುಂಡಿಗಳ ಪೈಕಿ ಒಂದು ಗುಂಡಿಯಲ್ಲಿ ಅಸ್ತಿ ಪಂಜರ	[264, 1286, 400, 1332]
hair	[441, 548, 501, 586]
person-figure	[303, 171, 353, 271]
article-drugs-alert	[52, 1276, 256, 1380]
paragraph: ಒಂದು ವೇಳೆ ಪ್ರಾಣಿ ದಯಾಸಂಘದವರು ನಾಯಿಗಳ ಸ್ಥಳಾಂತರಕ್ಕೆ ಅಡ್ಡಿಪಡಿಸಿದರೆ ಅವರ ಮನೆಗೆ ನಾಯಿಗಳನ್ನು ಬಿಟ್ಟು ಬನ್ನಿ. ಇವರು ಪ್ರಾಣಿದಯಾಸಂಘದವರಲ್ಲ. ಆದರೆ ಹೆಸರಿನಲ್ಲಿ ಸಾರ್ವಜನಿಕರಿಗೆ ತೊಂದರೆ ಕೊಡುವ ಸಂಘದವರು ಎಂದು ಆಕ್ರೋಶ ವ್ಯಕ್ತಪಡಿಸಿದರು.	[549, 755, 682, 791]
paragraph: ಬೆಂಗಳೂರು: ಸಂಪುಟದಿಂದ ಸಹಕಾರ ಸಚಿವ ಕೆ.ಎನ್.ರಾಜಣ್ಣ ಅವರನ್ನು ವಜಾಗೊಳಿಸಿದ ವಿಚಾರವಾಗಿ ಸದನದಲ್ಲಿ ವಿಪಕ್ಷ ನಾಯಕ ಆರ್.ಅಶೋಕ್ ಪ್ರಸ್ತಾಪಿಸಿ ಸಿಎಂ ಸಿದ್ದರಾಮಯ್ಯ ಅವರಿಗೆ ಟಾಂಗ್ ನೀಡಿದರು.	[266, 537, 398, 573]
hair	[715, 1164, 755, 1188]
paragraph: ಹೇಳಿದ್ದಾರೆ. ಆಗ ಎಲ್ಲವೂ ಸರಿ ಹೋಗಬಹುದು ಎಂದು ತಿಳಿಸಿದ್ದಾರೆ.	[548, 1069, 682, 1086]
dharmasthala-insult-col3	[548, 1230, 682, 1380]
headline: ಬೀದಿನಾಯಿಗಳ ಹಾವಳಿ ತಡೆ ಬಗ್ಗೆ ಚರ್ಚೆ	[320, 722, 626, 749]
headline-line1: ಕೆ.ಎನ್.ರಾಜಣ್ಣ ವಿರುದ್ಧ	[725, 1098, 857, 1117]
section-divider	[52, 462, 892, 464]
article-knr-council	[690, 466, 892, 846]
person-figure	[155, 167, 197, 271]
column-divider	[685, 464, 687, 1382]
subheading: ಹೆಲಿಕಾಪ್ಟರ್ ಮೂಲಕ ರಥಕ್ಕೆ ಪುಷ್ಪವೃಷ್ಟಿ	[530, 341, 608, 349]
headline: ಧರ್ಮಸ್ಥಳ ಪ್ರಕರಣ- ಆಯೋಗ ತನಿಖೆ	[52, 1086, 219, 1101]
crop-mark	[929, 1420, 945, 1421]
subheading: ವಸ್ತ್ರಾಂಕಿತ ಕವಚ ಸಮರ್ಪಣೆ	[670, 351, 726, 359]
paragraph: ಬೆಂಗಳೂರು: ಆಗಸ್ಟ್ 16ರವರೆಗೆ ಅವರಿಗೆ ರಾಜ್ಯಾದ್ಯಂತ ಭಾರಿ ಮಳೆ ಆಗುವ ಮುನ್ಸೂಚನೆ ಹಿನ್ನೆಲೆಯಲ್ಲಿ ಉತ್ತರ ಒಳನಾಡು ಮತ್ತು ದಕ್ಷಿಣ ಒಳನಾಡು ಜಿಲ್ಲೆಗಳಿಗೆ ಯಲ್ಲೋ ಅಲರ್ಟ್ ಘೋಷಣೆ ಮಾಡಿ ಹವಾಮಾನ ಇಲಾಖೆ ಮುನ್ಸೂಚನೆ ನೀಡಿದೆ.ಹೌದು ಈಗಾಗಲೇ ರಾಜ್ಯದ ಹಲವು ಜಿಲ್ಲೆಗಳಲ್ಲಿ ಭಾರಿ ಮಳೆ ಸುರಿಯುತ್ತಿದ್ದು ಮಳೆಯಿಂದ ಹಲವು ಅವಾಂತರಗಳು ಸೃಷ್ಟಿಯಾಗಿವೆ.ಅಲ್ಲದೆ ಬೆಂಗಳೂರಿನಲ್ಲಿ 20 ಕಡೆ ಮರಗಳು ಉರುಳಿ ಬಿದ್ದಿವೆ. ಇದೀಗ ಆಗಸ್ಟ್ 15 ರವರೆಗೆ ಹವಾಮಾನ ಇಲಾಖೆ ಯಲ್ಲೋ ಅಲರ್ಟ್ ಘೋಷಣೆ ಮಾಡಿದೆ. ಆಗಸ್ಟ್ 16ರಂದು ಕರಾವಳಿ ಜಿಲ್ಲೆಗಳು ಸೇರಿದಂತೆ ರಾಜ್ಯದಲ್ಲಿ ಯಲ್ಲೋ ಅಲರ್ಟ್ ಘೋಷಣೆ ಮಾಡಿದೆ. ಭಾರತೀಯ ಹವಾಮಾನ ಇಲಾಖೆಯಿಂದ ರಾಜ್ಯದಲ್ಲಿ ಭಾರಿ ಮಳೆ ಆಗುವ ಮುನ್ಸೂಚನೆ ನೀಡಿದೆ.	[52, 953, 256, 1027]
person-figure	[109, 169, 153, 271]
page-number: 2	[875, 56, 888, 81]
headline: ರಾಜಕಾರಣದಲ್ಲಿ ಎಚ್ಚರಿಕೆ ಅಗತ್ಯ: ಜಾರಕಿಹೊಳಿ	[311, 1026, 635, 1050]
issue-date: 13 ಬುಧವಾರ | ಆಗಸ್ಟ್ 2025	[464, 65, 555, 75]
section-divider	[690, 1094, 892, 1095]
paragraph: ಆ ರೀತಿ ಯಾರು ಹೇಳಿಲ್ಲ ಸರ್ ಎಂದು ಬಿಜೆಪಿ ಸದಸ್ಯರು ಇದೆ ವೇಳೆ ಸಿಎಂ ಸಿದ್ದರಾಮಯ್ಯಗೆ ಪ್ರತಿಕ್ರಿಯಿಸಿದರು. ನಾವೆಲ್ಲ ಸರ್ ನೀವು ಮೊದ್ಲೆಯಿಂದ ಬೇಜಾರಾಗಿದ್ದೀರಿ ರಾಜಣ್ಣ ಅವರ ರಾಜೀನಾಮೆಯಿಂದ	[266, 621, 398, 648]
paragraph: ಒಂದು ಕಡೆ ಸರ್ಕಾರ ಬಿರಿಯಾನಿ ಭಾಗ್ಯ ಒದಗಿಸಿದೆ. ಇದನ್ನು ತಿಂದ ನಾಯಿಗಳು, ಹಿರಿಯರು, ಮಹಿಳೆಯರು, ವೃದ್ಧರು, ಶಾಲಾ ಮಕ್ಕಳು ಶಾಲೆಯಿಂದ ಬರುವವರ ಮೇಲೆ ದಾಳಿ ಮಾಡುತ್ತಿವೆ. ಅನೇಕ ಕಡೆ ಸಾವನ್ನಪ್ಪಿರುವ ಪ್ರಕರಣಗಳು ಜರುಗಿವೆ ಎಂದು ಸರ್ಕಾರವನ್ನು ತರಾಟೆಗೆ ತೆಗೆದುಕೊಂಡರು.	[406, 774, 540, 819]
article-rathotsava-heading	[368, 90, 892, 150]
headline-line3: ಅಪಮಾನ ಬೇಡ	[290, 1264, 374, 1284]
headline-line2: ಯಲ್ಲೋ ಅಲರ್ಟ್ ಘೋಷಣೆ	[73, 929, 235, 950]
rathotsava-col2	[507, 322, 631, 460]
article-heavy-rain	[52, 912, 256, 1082]
paragraph: ನಡೆಯುತ್ತಿದೆ ಎಂದು ಆರೋಪಿಸಿದರು.ಸಾಮಾಜಿಕ ಜಾಲತಾಣದಲ್ಲಿ ಕೆಲವರು ನೀಡುವ ಹೇಳಿಕೆಗಳನ್ನು ಗಮನಿಸಿದರೆ ಧರ್ಮಸ್ಥಳವನ್ನು ಟಾರ್ಗೆಟ್ ಮಾಡುವ ಪ್ರವೃತ್ತಿ ಬೆಳೆದಿರುವುದನ್ನು ಕಾಣಬಹುದು ಎಂದರು.	[548, 1231, 682, 1267]
paragraph: ಬೆಂಗಳೂರು: ರಾಜಧಾನಿ ಬೆಂಗಳೂರು ಸೇರಿದಂತೆ ರಾಜ್ಯದ ಅನೇಕ ಕಡೆ ಬೀದಿನಾಯಿಗಳ ಹಾವಳಿ ತಡೆಗಟ್ಟಲು ಸರ್ಕಾರ ಕಟ್ಟುನಿಟ್ಟಿನ ಕ್ರಮ ತೆಗೆದುಕೊಳ್ಳಬೇಕೆಂಬ ಗಂಭೀರ ಚರ್ಚೆ ವಿಧಾನಪರಿಷತ್‌ನಲ್ಲಿ ನಡೆಯಿತು.	[264, 755, 397, 791]
rathotsava-col3	[636, 322, 760, 460]
crop-mark	[922, 1428, 923, 1445]
paragraph: ಬೃಹಸ್ಪತಿಗಳು ಯಾರು ಇಲ್ಲ, ನಾಯಿಯವರೆಗೂ ಕಲಿಯಬೇಕು ಎಂದು ವಿಧಾನಸಭೆಯಲ್ಲಿ ಮುಖ್ಯಮಂತ್ರಿ ಸಿದ್ದರಾಮಯ್ಯ ಹೇಳಿಕೆ ನೀಡಿದರು.	[546, 593, 682, 620]
article-body	[52, 1293, 256, 1349]
article-body	[690, 899, 892, 1021]
paragraph: 2013 ರಿಂದ 2018ರ ವರೆಗೆ ಇದ್ದ ಸಿದ್ದರಾಮಯ್ಯ ಈವಾಗ ಇಲ್ಲ, ಹೀಗೆಂದು ನಿಮ್ಮ ಪಕ್ಷದ ಶಾಸಕರು ಹೇಳುತ್ತಿದ್ದಾರೆ ಎಂದು ಅಶೋಕ್ ಹೇಳಿದಾಗ, ನಾನು ಅಲ್ಲದ್ದನ್ನೇನು ವಿಪಕ್ಷ ನಾಯಕ ಆಗಿದ್ದೀರಾ ಅದು ಅಲ್ಲ, ಹೀಗೆ ನಿಮ್ಮವರೇ ಹೇಳುತ್ತಿದ್ದಾರೆ ಎಂದು ಆರ್.ಅಶೋಕ್ ಗೆ ಸಿಎಂ ರಾಮಯ್ಯ ತಿರುಗೇಟು ನೀಡಿದರು.	[266, 574, 398, 620]
section-divider	[52, 1082, 256, 1083]
paragraph: ಮಠದ ಮುಂದಿನ ಮಧ್ವ ಮಾರ್ಗದಲ್ಲಿ ರಥೋತ್ಸವ ಜರುಗಿತು. ಅದಕ್ಕೂ ಮುನ್ನ ಉತ್ತರಾರಾಧನೆ ಪ್ರಯುಕ್ತ ಮಠದಲ್ಲಿ ವಿವಿಧ ಧಾರ್ಮಿಕ ಕಾರ್ಯಕ್ರಮ ನಡೆದವು. ಇದೇ ಸಂದರ್ಭದಲ್ಲಿ ರಾಯರ ಮೂಲ ಬೃಂದಾವನಕ್ಕೆ ವಸ್ತ್ರಾಂಕಿತ ಕವಚವನ್ನು ಭಕ್ತರೊಬ್ಬರು ಕೊಡುಗೆ	[507, 351, 631, 396]
section-divider	[262, 718, 684, 720]
moustache	[725, 1197, 745, 1202]
crop-mark	[922, 0, 923, 16]
person-figure	[61, 161, 107, 271]
article-dharmasthala-probe	[52, 1086, 256, 1278]
headline-line2: ಸೌಲಭ್ಯ ಕೊಡಲ್ಲ	[741, 873, 841, 896]
paragraph: ಸೋಮವಾರವಷ್ಟೇ ದೆಹಲಿಯಲ್ಲಿ ಬೀದಿನಾಯಿಗಳನ್ನು ತಕ್ಷಣವೇ ಸ್ಥಳಾಂತರ ಮಾಡುವಂತೆ ಅಧಿಕಾರಿಗಳಿಗೆ ಕಟ್ಟುನಿಟ್ಟಿನ ಸೂಚನೆ ನೀಡಿದೆ. ಯಾರಾದರೂ ತಡೆಯಲು ಬಂದರೆ ಅಂಥವರ ವಿರುದ್ಧ ಕಟ್ಟುನಿಟ್ಟಿನ ಕಾನೂನುಕ್ರಮ ಜರುಗಿಸಬೇಕೆಂದು ಸೂಚನೆ ಕೊಟ್ಟಿದೆ. ನಮ್ಮ ರಾಜ್ಯದಲ್ಲೂ ಇದು ಏಕೆ ಸಾಧ್ಯವಾಗಿಲ್ಲ ಎಂದು ಭೋಜೇಗೌಡ ಪ್ರಶ್ನೆ ಮಾಡಿದರು.ಸುಪ್ರೀಂಕೋರ್ಟ್ ಈ ಹಿಂದೆ ಹಾಕ್ಸದ ಸ್ಥಿತಿ ಅರಿತುಕೊಂಡು ಆದೇಶ ನೀಡಿದ್ದಾರೆಯೇ.	[406, 821, 540, 885]
paragraph: ರಾಜಣ್ಣರನ್ನ ಸಂಪುಟದಿಂದ ವಜಾ ಮಾಡಿದ ವಿಚಾರಕ್ಕೆ ಪ್ರತಿಕ್ರಿಯೆ ನೀಡಿದ ಅವರು, ರಾಜಣ್ಣರನ್ನ ವಜಾ ಮಾಡಿರುವುದು ಹೈಕಮಾಂಡ್‌ನ ನಿರ್ಧಾರ. ಅದರ ಬಗ್ಗೆ ರಾಜಣ್ಣ ಅವರೇ ಹೇಳಬೇಕು, ದೆಹಲಿಗೆ ಹೋಗಬೇಕಾಗಿ ಅವರೇ ಹೇಳಿದ್ದಾರೆ. ಆಮೇಲೆ ಪಿತೂರಿ ಅಂತ ಹೇಳಿದ್ದಾರೆ. ಹೈಕಮಾಂಡ್ ಹತ್ತ ಹೋಗಿ ಅವರು ಮಾತಾಡ್ತಾರೆ. ವಜಾದ ಬಗ್ಗೆ	[266, 1125, 400, 1180]
paragraph: ಆಗುವುದಿಲ್ಲ, ನಾನು ಯಾವಾಗಲೂ ಸಮಚಿತ್ತದಿಂದ ಇರುತ್ತೇನೆ. ನಾವು ಹೇಳಿದ್ದು ನಿಮ್ಮ ಒಳ್ಳೆಯದಕ್ಕಾಗಿಯೇ ಎಂದು ಅಶೋಕ್ ಇದೆ ವೇಳೆ ತಿಳಿಸಿದರು.	[546, 537, 682, 563]
slug-rule	[26, 0, 27, 14]
paragraph: ಆರಾಧನಾ ಮಹೋತ್ಸವದ ಕೊನೆಯ ಘಟ್ಟ ಉತ್ತರಾಧನೆ ಹಿನ್ನೆಲೆ ಮಠದ ರಾಜಬೀದಿಯಲ್ಲಿ ಮಹಾರಥೋತ್ಸವ ಜರುಗಿತು. ರಾಯರ ಉತ್ತರಾರಾಧನೆ ಹಿನ್ನೆಲೆ ಮಂತ್ರಾಲಯ ಮಠದಲ್ಲಿ ನಾನಾ ಧಾರ್ಮಿಕ ಕಾರ್ಯಕ್ರಮಗಳು ನಡೆದವು. ರಾಯರು ಪ್ರಹ್ಲಾದ ರಾಜರ ಉತ್ಸವಮೂರ್ತಿ ರೂಪದಿಂದ ಹೊರ ಪ್ರಾಕಾರದಲ್ಲಿ ಬಂದು ಭಕ್ತರಿಗೆ ರಾಜಬೀದಿಯಲ್ಲಿ ದರ್ಶನ ಕೊಡುತ್ತಾರೆ ಅನ್ನುವ ಪ್ರತೀತಿ ಇದೆ.	[372, 208, 500, 263]
golden-chariot	[628, 173, 698, 293]
lotus-logo-icon: ✿	[98, 66, 109, 79]
paragraph: ಆರು ಆರೋಪಿಗಳ ವಶದಿಂದ ಒಟ್ಟು 6 ಕೆಜಿ 208 ಗ್ರಾಂ ಗಾಂಜಾ, 278 ಗ್ರಾಂ ಎಂಡಿಎಂಎ 75 ಗ್ರಾಂ ಚರಸ್, 2 ದ್ವಿ-ಚಕ್ರ ವಾಹನ, 3 ಮೊಬೈಲ್ ಫೋನ್, ರೂ.69,100 ನಗದು, 3 ತೂಕದ ಯಂತ್ರಗಳು ಹಾಗೂ ಇತರೆ ವಸ್ತುಗಳನ್ನು ವಶಪಡಿಸಿಕೊಳ್ಳಲಾಗಿರುತ್ತದೆ. ಇವುಗಳ ಒಟ್ಟು ಮೌಲ್ಯ ಅರವತ್ತು ಲಕ್ಷ ಎಂದು ಅಂದಾಜಿಸಲಾಗಿದೆ.	[52, 758, 256, 794]
crop-mark	[0, 1420, 16, 1421]
registration-mark-icon	[466, 1424, 480, 1438]
section-divider	[262, 1022, 684, 1024]
rathotsava-col1	[372, 160, 500, 460]
paragraph: ಸದಸ್ಯ ಸತೀಶ್‌ಕುಮಾರ್ ಅವರ ಪ್ರಶ್ನೆಗೆ ಉತ್ತರಿಸಿದ ಅವರು, ಖಾಸಗಿಯವರು ನಿರ್ಮಾಣ ಮಾಡುವ ಲೇಔಟ್‌ಗಳಿಗೆ ಸರ್ಕಾರ ವಿದ್ಯುತ್, ನೀರು, ರಸ್ತೆ ಸೇರಿದಂತೆ ಮೂಲಭೂತ ಸೌಕರ್ಯಗಳನ್ನು ಅವರೇ ನಿರ್ಮಾಣ ಮಾಡಿಕೊಡಬೇಕು. ಇದನ್ನು ಸರ್ಕಾರ ಹೇಗೆ ಮಾಡಿಕೊಡಲು ಸಾಧ್ಯ ಎಂದು ಪ್ರಶ್ನೆ ಮಾಡಿದರು.	[690, 928, 892, 954]
title-left: ವಿಶಾಲ	[56, 62, 92, 80]
person-figure	[199, 163, 251, 271]
paragraph: ರಾಯಚೂರು: ಮಂತ್ರಾಲಯದ ಶ್ರೀರಾಘವೇಂದ್ರ ಸ್ವಾಮಿಗಳವರ 354ನೇ ಉತ್ತರಾರಾಧನೆ ಅಂಗವಾಗಿ ಮಂಗಳವಾರ ರಥದಲ್ಲಿ ಶ್ರೀಪ್ರಹ್ಲಾದ ರಾಜರ ಉತ್ಸವ ಮೂರ್ತಿಯನ್ನಿರಿಸಿ ರಥೋತ್ಸವಕ್ಕೆ ಶ್ರೀಮಠದ ಪೀಠಾಧಿಪತಿ ಸುಬುಧೇಂದ್ರ ತೀರ್ಥ ಶ್ರೀಪಾದಂಗಳವರು ಅನುಗ್ರಹ ಸಂದೇಶ ನೀಡಿದ ಬಳಿಕ ಚಾಲನೆ ನೀಡಿದರು.	[372, 161, 500, 206]
photo-r-ashok	[407, 540, 534, 688]
kicker: ಮಂತ್ರಾಲಯ ಮಠದಲ್ಲಿ ಧಾರ್ಮಿಕ ಕಾರ್ಯಕ್ರಮ- ಅಪಾರ ಭಕ್ತರ ಆಗಮನ	[458, 90, 802, 108]
jarkiholi-col1	[266, 1068, 400, 1214]
paragraph: ಎರಚುವ ಮೂಲಕ ವಸಂತೋತ್ಸವ ಆಚರಿಸಿ ರಂಗಿನ ಹಬ್ಬ ವಸಂತೋತ್ಸವ ಆಚರಿಸಿದರು. ತದನಂತರ ಪ್ರಹ್ಲಾದರಾಜ ಉತ್ಸವ ಮೂರ್ತಿಯನ್ನು ಶ್ರೀಮಠದ ಪ್ರಾಕಾರದಲ್ಲಿ ವಾದ್ಯ ಮೇಳಗಳೊಂದಿಗೆ ಮರವಣಿಗೆ ನಡೆಸಿ ರಥದಲ್ಲಿ ಇರಿಸಲಾಯಿತು.ಶ್ರೀಸುಬುದೇಂದ್ರ ತೀರ್ಥರು ಅನುಗ್ರಹ ಸಂದೇಶ: ರಥಬೀದಿಯಲ್ಲಿ ಲಕ್ಷಾಂತರ ಭಕ್ತರ ನಡುವೆ ಅದ್ದೂರಿಯಾಗಿ ರಥೋತ್ಸವ ಜರುಗಿಸಲಾಯಿತು. ಈ ಬಾರಿಯೂ ಹೆಲಿಕಾಪ್ಟರ್ ಹಾಗೂ ಬೃಹತ್ ಡ್ರೋನ್ ಮೂಲಕ ರಥಕ್ಕೆ ಪುಷ್ಪಾರ್ಚನೆ ಮಾಡಲಾಯಿತು. ಈ ಸಂದರ್ಭದಲ್ಲಿ ಮಾತನಾಡಿದ ಶ್ರೀಗಳು, ರಾಘವೇಂದ್ರ ಸ್ವಾಮಿಗಳು ತಮ್ಮ ಯೋಗ ಶಕ್ತಿಯಿಂದ ಭಕ್ತರನ್ನು ಅನುಗ್ರಹಿಸುತ್ತಿದ್ದಾರೆ. 'ಆಸ್ತಿಕ ಜಗತ್ತಿನಲ್ಲಿರುವ ಆಸ್ತಿಕತೆಯನ್ನು ಹುಟ್ಟುವ ಕೆಲಸವನ್ನು ನಿರಂತರವಾಗಿ ಮಾಡುತ್ತಿದ್ದಾರೆ' ಎಂದರು.	[766, 161, 892, 272]
article-stray-dogs	[262, 722, 684, 1010]
paragraph: ಮಠದ ಪೀಠಾಧಿಪತಿ ಸುಬುಧೇಂದ್ರ ತೀರ್ಥರು ಉತ್ತರ ಪ್ರದೇಶದ ಕಾಶಿ ವಿಶ್ವನಾಥ ದೇವಸ್ಥಾನ ಟ್ರಸ್ಟಿ ಪಂಡಿತ ರಾಮನಾರಾಯಣ ದ್ವಿವೇದಿ ಅವರಿಗೆ ₹1.50 ಲಕ್ಷ ನಗದು ಹಾಗೂ ರಾಘವೇಂದ್ರ ಅನುಗ್ರಹ ಪ್ರಶಸ್ತಿ, ಕೊಂಡಮೂರ್ತಿನ ಲಕ್ಷ ಪಠಿಸೋತ್ಸವ ವಿ.ಆರ್.ವಿಠಲ್ ಅವರಿಗೆ ₹1 ಲಕ್ಷ ನಗದು ಹಾಗೂ ರಾಘವೇಂದ್ರ ಅನುಗ್ರಹ ಪ್ರಶಸ್ತಿ, ಪಾಲು ಫಲಮಂತ್ರಾಕ್ಷತೆ ನೀಡಿದರು.	[766, 283, 892, 338]
paragraph: ಈ ಬಗ್ಗೆ ಸೋಮವಾರ ವಿವರ ನೀಡಿದ ಅವರು, ಸಂತೇಮಾವತ್ತೂರು ಗ್ರಾಮ ಪಂಚಾಯಿತಿ ವ್ಯಾಪ್ತಿಯಲ್ಲಿ ಎರಡಕ್ಕೂ ಹೆಚ್ಚು ಕ್ರಷರ್ ಕಾರ್ಯ ನಿರ್ವಹಣೆ ಮಾಡುತ್ತಿದ್ದು ಅವುಗಳಿಗೆ ವಾರ್ಷಿಕ ಗ್ರಾಮ ತೆರಿಗೆ ನಿರ್ಧರಿಸುವ ನಿಟ್ಟಿನಲ್ಲಿ ನಿಯಮಾನುಸಾರ ಸಭೆ ಕರೆದು ಕ್ರಷರ್ ಮಾಲೀಕರನ್ನು ಹೊರಗಿಟ್ಟು ಗ್ರಾಮ ಕಾಯಿದೆ ಅನುಸಾರ ತೆರಿಗೆ ನಿರ್ಧಾರಣೆ ಮಾಡಬೇಕಿದೆ, ಆದರೆ ಗ್ರಾಮ ಅಧ್ಯಕ್ಷರು ಸೇರಿದಂತೆ ಕೆಲ ಸದಸ್ಯರು, ಮಹಿಳಾ ಸದಸ್ಯರ ಪತಿ ಒಳಗೊಂಡಂತೆ ಅನಧಿಕೃತವಾಗಿ ಗ್ರಾಮ ಕಾರ್ಯಾಲಯದಲ್ಲಿ ಸಭೆ ನಡೆಸಿದ್ದು, ಇದನ್ನು ಪ್ರಶ್ನಿಸಿದ ಗ್ರಾಮಸ್ಥರಿಗೆ ಸರಿಯಾಗಿ ಉತ್ತರಿಸದೆ ಹೊರಗೆ ಕಳಿಸಿ, ಬಾಗಿಲು ಹಾಕಿ ಸಭೆ ಮಾಡಿದ್ದಾರೆ, ಇದು ನಿಜಕ್ಕೂ ಆಘಾತಕಾರಿ ಸಂಗತಿಯಾಗಿದೆ, ಇಲಾಖೆಯ ಮೇಲಾಧಿಕಾರಿಗಳು ಈ ನಿಟ್ಟಿನಲ್ಲಿ ಪರಿಶೀಲಿಸಿ ಅಗತ್ಯ ಕ್ರಮ ಕೈಗೊಂಡು ಗ್ರಾಮ ಪಂಚಾಯಿತಿಗೆ ನಿಯಮ ಬದ್ಧವಾಗಿ ಬರಬೇಕಾದ ತೆರಿಗೆ ವಸೂಲಿಗೆ ಕ್ರಮ ಕೈಗೊಳ್ಳಬೇಕೆಂದು ಆಗ್ರಹಿಸಿದರು.	[54, 277, 358, 379]
paragraph: ಮಂಗಳೂರು: ಧರ್ಮಸ್ಥಳದಲ್ಲಿ ಸಾಮೂಹಿಕವಾಗಿ ಶವ ಹೂಳಲಾಗಿದೆ ಎಂಬ ಆರೋಪ ಕುರಿತಂತೆ ಇದೀಗ ಮಾನವ ಹಕ್ಕುಗಳ ಆಯೋಗವೂ ತನಿಖೆ ಆರಂಭಿಸಿದೆ.	[52, 1105, 256, 1122]
headline-line2: ಪರಿಷತ್‌ನಲ್ಲಿ ಪ್ರತಿಧ್ವನಿ	[735, 482, 847, 502]
paragraph: ಬೆಂಗಳೂರು: ನಗರದಲ್ಲಿ ಸಿಸಿಬಿ ಪೊಲೀಸರು ಭರ್ಜರಿ ಕಾರ್ಯಾಚರಣೆ ನಡೆಸಿದ್ದಾರೆ. ನಿಷೇಧಿತ ಮಾದಕ ವಸ್ತು ಎಂಡಿಎಂಎ, ಚರಸ್ ಹಾಗೂ ಗಾಂಜಾ ಮಾರಾಟ ಮಾಡುತ್ತಿದ್ದಂತ ಆರು ಆರೋಪಿಗಳನ್ನು ಬಂಧಿಸಿದ್ದಾರೆ.	[52, 514, 256, 531]
headline-line1: ಖಾಸಗಿ ಲೇಔಟ್‌ಗಳಿಗೆ	[726, 854, 856, 875]
paragraph: ವಿದ್ಯಾಪೀಠ ಶಾಲೆಯವರಿಂದ ವಿವಿಧ ವಾದ್ಯ ಮೇಳಗಳೊಂದಿಗೆ ಕರೆದೊಯ್ದು ಮಠದ ಮಹಾದ್ವಾರ ಬಳಿ ತರಲಾಯಿತು.	[507, 323, 631, 340]
paragraph: ಬಳಿಕ ಆರಂಭದಲ್ಲಿ ಅನಾಮಿಕ ಸಾಲು ಸಾಲು ಗುಂಡಿ ತೆಗೆಸಿ 13 ಗುಂಡಿಗಳನ್ನು ಗುರುತಿಸಿದ್ದು, ಎಸ್‌ಐಟಿ ಸ್ಥಿಪ್ಟ್ ಎನ್ನುವುದು ಮೇಲ್ನೋಟಕ್ಕೆ ಗೊತ್ತಾಗಿದೆ. ಇನ್ನೂ ಕೆಲವರು ಬಂದು ಗುಂಡಿ ಅಗೆಯಿರಿ ಎಂದರೆ ಅಗೆಯಲು ಆಗುವುದಿಲ್ಲ. ಹೀಗಾಗಿ ಸರ್ಕಾರ ಧಾರ್ಮಿಕ ಕ್ಷೇತ್ರದ ಪಾವಿತ್ರ್ಯತೆ ಕಾಪಾಡುವ ನಿಟ್ಟಿನಲ್ಲಿ ಧರ್ಮಸ್ಥಳದ ವಿರುದ್ಧ ಮಾತನಾಡುವವರ ವಿರುದ್ಧ ಕ್ರಮ ಕೈಗೊಳ್ಳಬೇಕು ಹಾಗೂ ತನಿಖೆ ಎಲ್ಲಿಯವರೆಗೆ ಬಂದಿದೆ ಎಂಬುದನ್ನು ಗೃಹ ಸಚಿವರು ಬಿಚ್ಚಿಡಬೇಕು ಎಂದು ಆಗ್ರಹಿಸಿದರು.	[548, 1268, 682, 1342]
orange-scarf	[714, 1212, 756, 1253]
paragraph: ಈಗಿನ ಪರಿಸ್ಥಿತಿಯನ್ನು ತಿಳಿಸಿ. ಬೀದಿನಾಯಿಗಳು ನ್ಯಾಯಾಧೀಶರಿಗೂ ಕಚ್ಚಿದರೆ ಏನು ಮಾಡಬೇಕೆಂದು ಪ್ರಶ್ನೆ ಮಾಡಿ. ಇದೇನು ನ್ಯಾಯಾಂಗ ನಿಂದನೆಯಾಗುವುದಿಲ್ಲ. ದೆಹಲಿಯಲ್ಲಿ ಆ ಆದೇಶ ನೀಡಿರುವಾಗ ನಮ್ಮಲ್ಲಿ ಕೂಡ ಇದು ಏಕೆ ಬರಬಾರದೆಂದು ಕೇಳಿದರು.	[406, 887, 540, 923]
registration-mark-icon	[466, 4, 480, 18]
paragraph: ಪತ್ತೆಯಾಗಿದ್ದು, ಅಲ್ಲದೇ ಬಂಗ್ಲೆ ಗುಡ್ಡದಲ್ಲಿ ಮೂರು ಅಸ್ತಿ ಪಂಜರಗಳು ಪತ್ತೆಯಾಗಿವೆ.	[407, 1231, 541, 1248]
paragraph: ಮಂತ್ರಾಲಯದ ರಾಯರ ಮೂಲ ಬೃಂದಾವನಕ್ಕೆ ಭಕ್ತರೊಬ್ಬರು ಕೊಡುಗೆ ನೀಡಿದ ವಸ್ತ್ರಾಂಕಿತ ಕವಚ ಸಮರ್ಪಣೆ ಮಾಡಿದ್ದು ವಿಶೇಷವಾಗಿತ್ತು. ಮಠದ ಪೀಠಾಧಿಪತಿ ಸುಬುಧೇಂದ್ರ ತೀರ್ಥರು ಎಲ್ಲರಿಗೂ ಗುಲಾಲ್	[636, 360, 760, 396]
paragraph: ಕಲಾಪ ಆರಂಭವಾಗು ತ್ತಿದ್ದಂತೆ ಸಭಾಪತಿ ಬಸವರಾಜ ಹೊರಟ್ಟಿಯವರು ಪ್ರಶ್ನೋತ್ತರ ಕಲಾಪ ಆರಂಭಿಸಲು ಮುಂದಾದರು. ಆಗ ಪ್ರತಿಪಕ್ಷದ ನಾಯಕ ಛಲವಾದಿ ನಾರಾಯಣಸ್ವಾಮಿ ಅವರು ವಿಷಯ ಪ್ರಸ್ತಾಪಿಸಲು ಮುಂದಾದರು. ರಾಜ್ಯಪಾಲ ಥಾವರ್‌ಚಂದ್ ಗೆಹ್ಲೋಟ್ ಅವರ ವಿಶೇಷ ಕಾರ್ಯದರ್ಶಿ ಆರ್.ಪ್ರಭು ಶಂಕರ್ ಅವರು ಸರ್ಕಾರಕ್ಕೆ ಪತ್ರ ಬರೆದಿದ್ದು, ಸಹಕಾರ ಸಚಿವ ರಾಜಣ್ಣ ಅವರನ್ನು ಸಂಪುಟದಿಂದ ವಜಾ ಮಾಡಲಾಗಿದೆ ಎಂದು ತಿಳಿಸಿದ್ದಾರೆ. ಇದು ಚರ್ಚೆಯಾಗಬೇಕಾದ ವಿಷಯ ಎಂದು ಹೇಳಿದರು.ಛಲವಾದಿ ನಾರಾಯಣಸ್ವಾಮಿ ಮಾತಿಗೆ ದನಿಗೂಡಿಸಿದ ಬಿಜೆಪಿಯ ಸಚೇತಕ ಎನ್.ರವಿಕುಮಾರ್, ಸದಸ್ಯ ಸಿ.ಟಿ.ರವಿ ಮತ್ತಿತರರು ಇದು ಸಣ್ಣ ವಿಷಯವಲ್ಲ, ಇದೊಂದು ಗಂಭೀರವಾದ ಪ್ರಕರಣವಾಗಿರುವುದರಿಂದ ಚರ್ಚೆಗೆ ಅವಕಾಶ ನೀಡಬೇಕೆಂದು ಸಭಾಪತಿಗೆ ಮನವಿ ಮಾಡಿದರು.	[690, 523, 892, 593]
section-divider	[690, 850, 892, 851]
masthead	[52, 56, 892, 88]
headline-line2: ಟಾಂಗ್ ನೀಡಿದ ಆರ್.ಅಶೋಕ್	[333, 494, 613, 528]
paragraph: ನಾನು ಕಲಿಯುವುದು ಇನ್ನೂ ಬಹಳ ಇದೆ, ಈ ಸೀಟ್ನಲ್ಲಿ ನೀವು ಎರಡು ಬಾರಿ ಕುಳಿತಿದ್ದೀರಿ, ನಾನು ಈವಾಗ ಬಂದಿದ್ದೇನೆ ಇನ್ನು ಕಲಿಯುತ್ತಿದ್ದೇನೆ ಎಂದು ಅಶೋಕ್ ಇದೆ ವೇಳೆ ತಿಳಿಸಿದರು.	[546, 565, 682, 592]
paragraph: ಬೆಂಗಳೂರು: ಸಚಿವ ಸ್ಥಾನದಿಂದ ರಾಜಣ್ಣ ಅವರನ್ನು ವಜಾಗೊಳಿಸಿರುವುದನ್ನು ಸಾರ್ವಜನಿಕರಿಗೆ ತಿಳಿಸಲು ಚರ್ಚಿಸಬೇಕಿದೆ, ಹಿಂದೆ ಅಧಿವೇಶನದಲ್ಲಿ ರಾಜಣ್ಣ ಹನಿಟ್ರ್ಯಾಪ್ ಸಿಡಿ ವಿಚಾರದಲ್ಲಿ ಹೋರಾಟ ಮಾಡಿದ್ದರು, ಈಗ ರಾಜಣ್ಣ ಪರ ಅವರದೇ ಪಕ್ಷದ ಕೆಲವರು ಪಿತೂರಿ ಮಾಡಿರುವುದು ಸ್ಪಷ್ಟವಾಗಿದೆ ಎಂದು ವಿಧಾನಸಭಾ ವಿರೋಧ ಪಕ್ಷದ ನಾಯಕ ಆರ್.ಅಶೋಕ್ ಹೇಳಿದ್ದಾರೆ.	[782, 1157, 892, 1221]
article-body	[52, 513, 256, 795]
print-slug: 13 Page 2 Aug Vp_29 Page 4 June.qxd 8/12/2025 7:26 PM Page 1	[30, 1, 238, 8]
paragraph: ಬಡವರು, ಆರ್ಥಿಕವಾಗಿ ಹಿಂದುಳಿದವರು ತೀರಾ ಸಂಕಷ್ಟ ಸ್ಥಿತಿಯಲ್ಲಿರುವವರು ಸರ್ಕಾರಿ ಶಾಲೆಗಳಿಗೆ ಹೋಗುವ ಹಾಗೂ ಖಾಸಗಿ ವಾಹನಗಳಲ್ಲಿ ಮಕ್ಕಳನ್ನು ಕೊಟ್ಟು ಹೋಗಲು ಸಾಧ್ಯವಿಲ್ಲದವರು ಬೀದಿಯಲ್ಲಿ ನಡೆದುಕೊಂಡು ಹೋಗುವಾಗ ಏಕಾಏಕಿ ಬಂದು ನಾಯಿಗಳು ಕಚ್ಚುತ್ತವೆ ಎಂದು ಸದನದ ಗಮನ ಸೆಳೆದು ಆಕ್ರೋಶ ವ್ಯಕ್ತಪಡಿಸಿದರು.	[264, 755, 540, 913]
